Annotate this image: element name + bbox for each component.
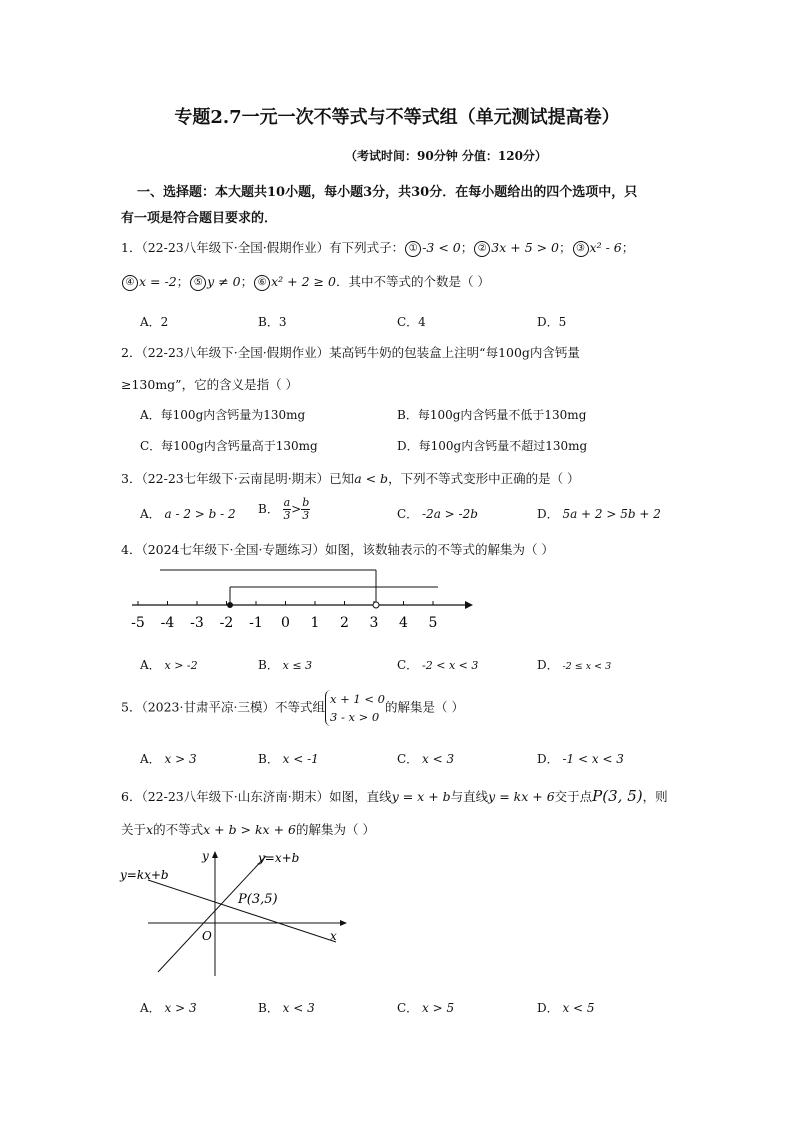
y-axis-arrow [212,851,218,858]
q6-line1-mid: 与直线 [450,789,489,804]
q3-frac-left-den: 3 [283,509,291,522]
q3-option-b-frac-right [301,497,310,522]
q5-system-line1: x + 1 < 0 [329,692,385,706]
linear-graph-figure [118,848,348,978]
q4-option-b-label: B． [258,658,279,672]
q3-frac-left-num: a [283,496,291,509]
q1-item-4-marker: ④ [122,275,138,291]
q4-option-a-label: A． [140,658,161,672]
q6-option-a-label: A． [140,1001,161,1015]
q1-item-2-marker: ② [474,241,490,257]
q3-option-a[interactable] [140,505,236,522]
q1-item-4: x = -2 [139,274,177,289]
q1-item-1: -3 < 0 [422,240,461,255]
q6-option-c-expr: x > 5 [422,1001,455,1015]
line2-label: y=kx+b [120,868,169,882]
q1-item-3: x² - 6 [589,240,622,255]
x-axis-arrow [340,920,347,926]
q1-option-c[interactable]: C．4 [397,315,426,329]
q6-option-d-label: D． [537,1001,559,1015]
q6-line2-mid: 的不等式 [153,822,204,837]
exam-info: （考试时间：90分钟 分值：120分） [345,149,547,163]
q2-option-a[interactable]: A．每100g内含钙量为130mg [140,408,306,422]
q4-option-c[interactable] [397,656,478,673]
axis-tick-label: -2 [219,615,234,631]
q3-option-b-label: B． [258,502,279,516]
question-3 [121,469,580,487]
q3-option-b-frac-left [283,497,292,522]
q3-prefix: 3．（22-23七年级下·云南昆明·期末）已知 [121,471,355,486]
question-1: 1．（22-23八年级下·全国·假期作业）有下列式子： ① -3 < 0； ② 3x + 5 > 0； ③ x² - 6； [121,240,635,255]
q4-option-b[interactable] [258,656,312,673]
q5-option-a-label: A． [140,752,161,766]
q5-prefix: 5．（2023·甘肃平凉·三模）不等式组 [121,699,325,715]
q6-option-c-label: C． [397,1001,419,1015]
q4-option-d[interactable] [537,656,611,673]
closed-dot [227,602,233,608]
q6-var-x: x [146,822,154,837]
q3-option-d-label: D． [537,507,559,521]
q6-line1-end: ，则 [642,789,668,804]
q2-option-b[interactable]: B．每100g内含钙量不低于130mg [397,408,587,422]
question-2-line2: ≥130mg”，它的含义是指（ ） [121,377,299,392]
question-5 [121,690,464,726]
axis-tick-label: -5 [131,615,145,631]
q5-option-a-expr: x > 3 [164,752,197,766]
q4-option-c-label: C． [397,658,419,672]
q6-line1-mid2: 交于点 [554,789,593,804]
q3-option-b-op: > [291,502,302,516]
q6-inequality: x + b > kx + 6 [203,822,296,837]
q3-option-c-label: C． [397,507,419,521]
q1-item-2: 3x + 5 > 0 [491,240,560,255]
question-1-cont: ④ x = -2； ⑤ y ≠ 0； ⑥ x² + 2 ≥ 0．其中不等式的个数是（ ） [121,272,490,291]
q6-line2-prefix: 关于 [121,822,147,837]
line1-label: y=x+b [258,851,300,865]
axis-tick-label: 2 [340,615,349,631]
q6-option-d[interactable] [537,999,595,1016]
axis-tick-label: 3 [369,615,379,631]
question-6-line1 [121,787,668,805]
q3-frac-right-num: b [302,496,310,509]
q3-option-c[interactable] [397,505,478,522]
q6-option-a-expr: x > 3 [164,1001,197,1015]
q2-option-d[interactable]: D．每100g内含钙量不超过130mg [397,439,588,453]
q4-option-d-label: D． [537,658,559,672]
q5-option-d-expr: -1 < x < 3 [562,752,624,766]
q3-option-c-expr: -2a > -2b [422,507,478,521]
q1-suffix: ．其中不等式的个数是（ ） [335,274,490,289]
q1-item-5-marker: ⑤ [190,275,206,291]
page-title: 专题2.7一元一次不等式与不等式组（单元测试提高卷） [174,107,620,128]
q5-option-b-expr: x < -1 [282,752,319,766]
q3-option-a-expr: a - 2 > b - 2 [164,507,236,521]
q3-option-a-label: A． [140,507,161,521]
q5-inequality-system [325,690,385,726]
axis-tick-label: 0 [281,615,290,631]
q4-option-c-expr: -2 < x < 3 [422,659,479,672]
question-6-line2 [121,820,375,838]
axis-tick-label: -4 [160,615,175,631]
q2-option-c[interactable]: C．每100g内含钙量高于130mg [140,439,318,453]
q6-point: P(3, 5) [592,787,643,805]
q5-system-line2: 3 - x > 0 [329,710,380,724]
section-heading-line2: 有一项是符合题目要求的． [121,211,278,226]
question-4: 4．（2024七年级下·全国·专题练习）如图，该数轴表示的不等式的解集为（ ） [121,542,554,557]
q6-eq2: y = kx + 6 [488,789,555,804]
q6-option-b-expr: x < 3 [282,1001,315,1015]
q3-frac-right-den: 3 [302,509,310,522]
q1-item-6: x² + 2 ≥ 0 [271,274,336,289]
open-dot [373,602,379,608]
q5-suffix: 的解集是（ ） [384,699,464,715]
q6-line1-prefix: 6．（22-23八年级下·山东济南·期末）如图，直线 [121,789,392,804]
q4-option-b-expr: x ≤ 3 [282,659,313,672]
axis-tick-label: -3 [190,615,204,631]
axis-tick-label: 5 [428,615,438,631]
q4-option-a[interactable] [140,656,198,673]
q1-option-d[interactable]: D．5 [537,315,567,329]
q5-option-c-label: C． [397,752,419,766]
q1-option-a[interactable]: A．2 [140,315,169,329]
q6-option-b[interactable] [258,999,315,1016]
q1-item-6-marker: ⑥ [254,275,270,291]
q6-eq1: y = x + b [391,789,451,804]
q5-option-c-expr: x < 3 [422,752,455,766]
q3-option-d[interactable] [537,505,661,522]
q1-prefix: 1．（22-23八年级下·全国·假期作业）有下列式子： [121,240,405,255]
q6-option-c[interactable] [397,999,454,1016]
q3-suffix: ，下列不等式变形中正确的是（ ） [388,471,580,486]
y-axis-label: y [202,849,209,863]
q3-condition: a < b [354,471,389,486]
point-label: P(3,5) [238,892,278,907]
q6-line2-end: 的解集为（ ） [295,822,375,837]
q3-option-b[interactable] [258,497,310,522]
q5-option-b[interactable] [258,750,319,767]
origin-label: O [202,929,212,943]
q5-option-a[interactable] [140,750,197,767]
axis-tick-label: 1 [310,615,320,631]
number-line-figure [120,565,480,640]
q5-option-d-label: D． [537,752,559,766]
q5-option-c[interactable] [397,750,454,767]
axis-tick-label: -1 [249,615,263,631]
x-axis-label: x [330,929,337,943]
q5-option-b-label: B． [258,752,279,766]
section-heading-line1: 一、选择题：本大题共10小题，每小题3分，共30分．在每小题给出的四个选项中，只 [137,185,638,200]
q6-option-b-label: B． [258,1001,279,1015]
q5-option-d[interactable] [537,750,624,767]
q6-option-a[interactable] [140,999,197,1016]
q1-item-5: y ≠ 0 [207,274,241,289]
line-y-kx-plus-b [148,880,336,942]
q4-option-a-expr: x > -2 [164,659,198,672]
q4-option-d-expr: -2 ≤ x < 3 [562,661,612,672]
question-2-line1: 2．（22-23八年级下·全国·假期作业）某高钙牛奶的包装盒上注明“每100g内含钙量 [121,345,580,360]
q1-item-1-marker: ① [405,241,421,257]
q3-option-d-expr: 5a + 2 > 5b + 2 [562,507,661,521]
axis-tick-label: 4 [399,615,408,631]
q1-item-3-marker: ③ [573,241,589,257]
q6-option-d-expr: x < 5 [562,1001,595,1015]
axis-arrow [465,601,473,609]
q1-option-b[interactable]: B．3 [258,315,287,329]
